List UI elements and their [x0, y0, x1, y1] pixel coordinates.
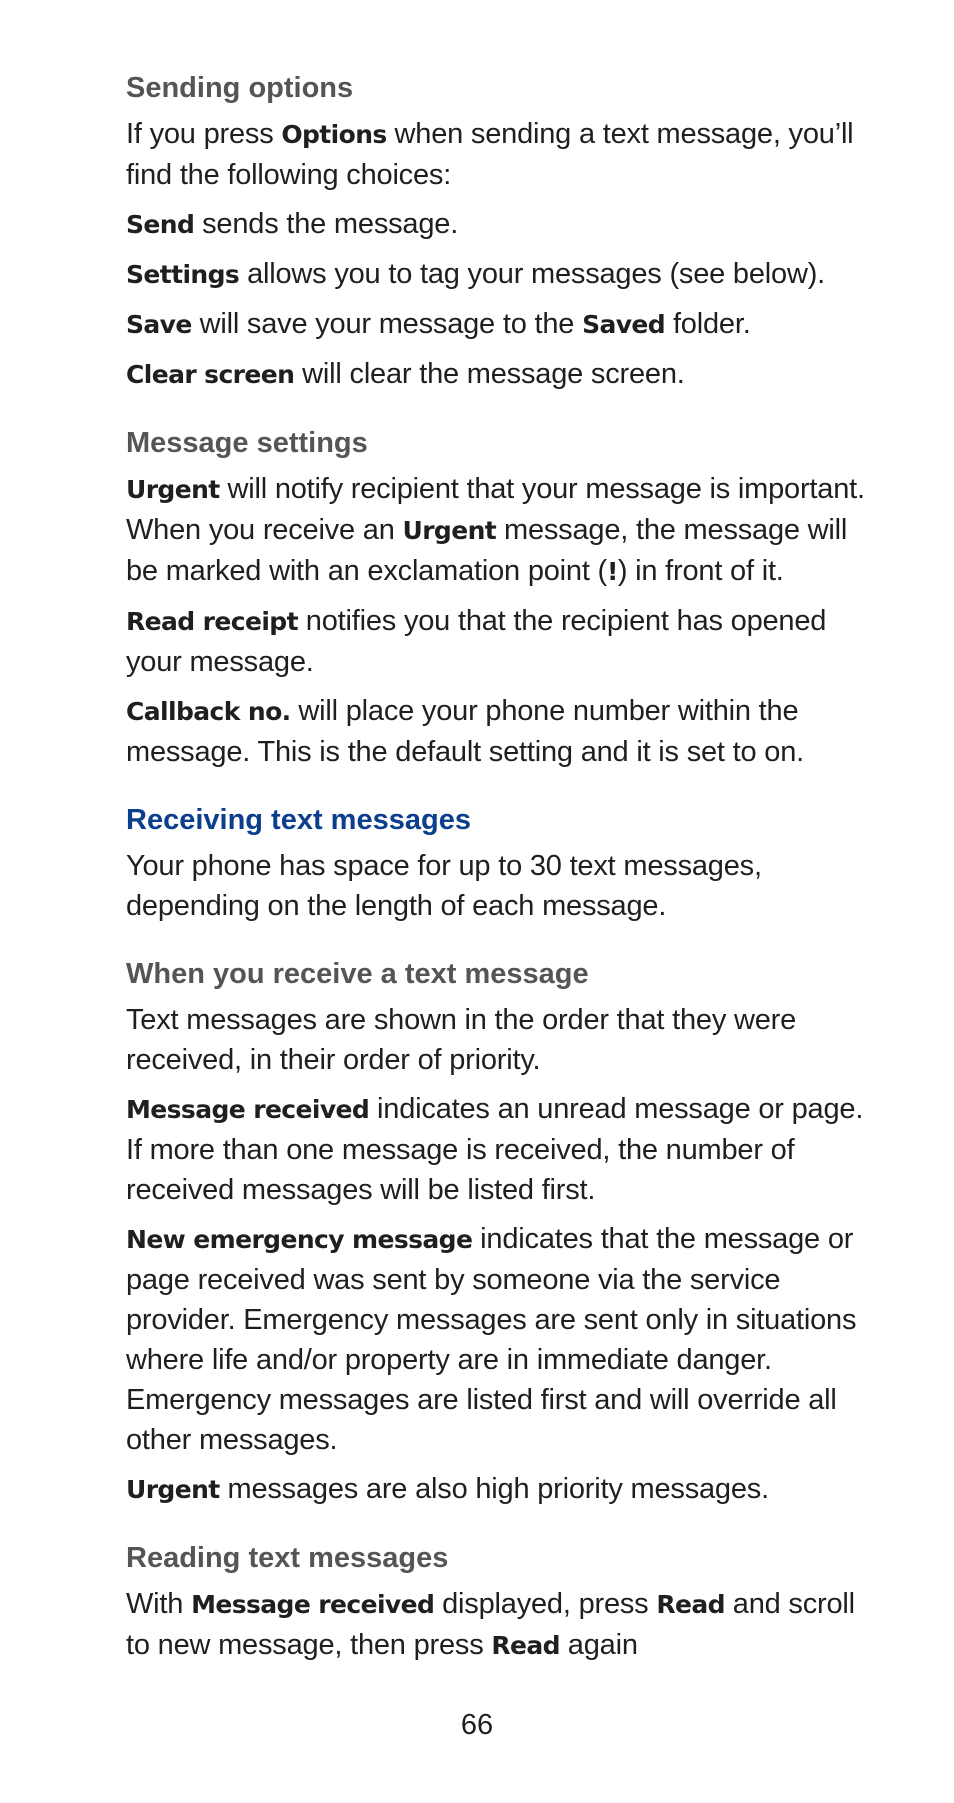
paragraph: With Message received displayed, press Read and scroll to new message, then press Read again — [126, 1588, 855, 1661]
paragraph: Text messages are shown in the order that they were received, in their order of priority. — [126, 1004, 797, 1076]
section-message-settings — [126, 423, 866, 772]
keyword: ! — [607, 557, 618, 586]
paragraph: Your phone has space for up to 30 text messages, depending on the length of each message. — [126, 850, 762, 922]
keyword: Send — [126, 210, 195, 239]
section-heading: Receiving text messages — [126, 804, 471, 836]
manual-page — [126, 68, 866, 1694]
paragraph: If you press Options when sending a text message, you’ll find the following choices: — [126, 118, 854, 191]
section-sending-options — [126, 68, 866, 395]
keyword: Clear screen — [126, 360, 295, 389]
keyword: Urgent — [402, 516, 497, 545]
keyword: Urgent — [126, 1475, 220, 1504]
keyword: New emergency message — [126, 1225, 473, 1254]
section-heading: Message settings — [126, 427, 368, 459]
paragraph: Callback no. will place your phone number within the message. This is the default setting and it is set to on. — [126, 695, 805, 768]
section-heading: When you receive a text message — [126, 958, 589, 990]
paragraph: Send sends the message. — [126, 208, 459, 240]
keyword: Message received — [126, 1095, 370, 1124]
section-heading: Sending options — [126, 72, 354, 104]
paragraph: New emergency message indicates that the message or page received was sent by someone via the service provider. Emergency messages are sent only in situations where life and/or property are in immediate danger. Emergency messages are listed first and will override all other messages. — [126, 1223, 857, 1456]
keyword: Read — [491, 1631, 560, 1660]
section-reading-text-messages — [126, 1538, 866, 1666]
paragraph: Urgent will notify recipient that your message is important. When you receive an Urgent message, the message will be marked with an exclamation point (!) in front of it. — [126, 473, 865, 587]
section-receiving-text-messages — [126, 800, 866, 926]
paragraph: Save will save your message to the Saved folder. — [126, 308, 751, 340]
page-number: 66 — [460, 1709, 494, 1741]
keyword: Callback no. — [126, 697, 291, 726]
keyword: Save — [126, 310, 192, 339]
paragraph: Clear screen will clear the message screen. — [126, 358, 685, 390]
keyword: Settings — [126, 260, 240, 289]
section-when-you-receive — [126, 954, 866, 1510]
keyword: Message received — [191, 1590, 435, 1619]
section-heading: Reading text messages — [126, 1542, 449, 1574]
keyword: Urgent — [126, 475, 220, 504]
keyword: Saved — [582, 310, 666, 339]
paragraph: Settings allows you to tag your messages (see below). — [126, 258, 826, 290]
paragraph: Read receipt notifies you that the recipient has opened your message. — [126, 605, 827, 678]
keyword: Options — [281, 120, 387, 149]
keyword: Read — [656, 1590, 725, 1619]
paragraph: Urgent messages are also high priority messages. — [126, 1473, 769, 1505]
keyword: Read receipt — [126, 607, 298, 636]
paragraph: Message received indicates an unread message or page. If more than one message is received, the number of received messages will be listed first. — [126, 1093, 864, 1206]
